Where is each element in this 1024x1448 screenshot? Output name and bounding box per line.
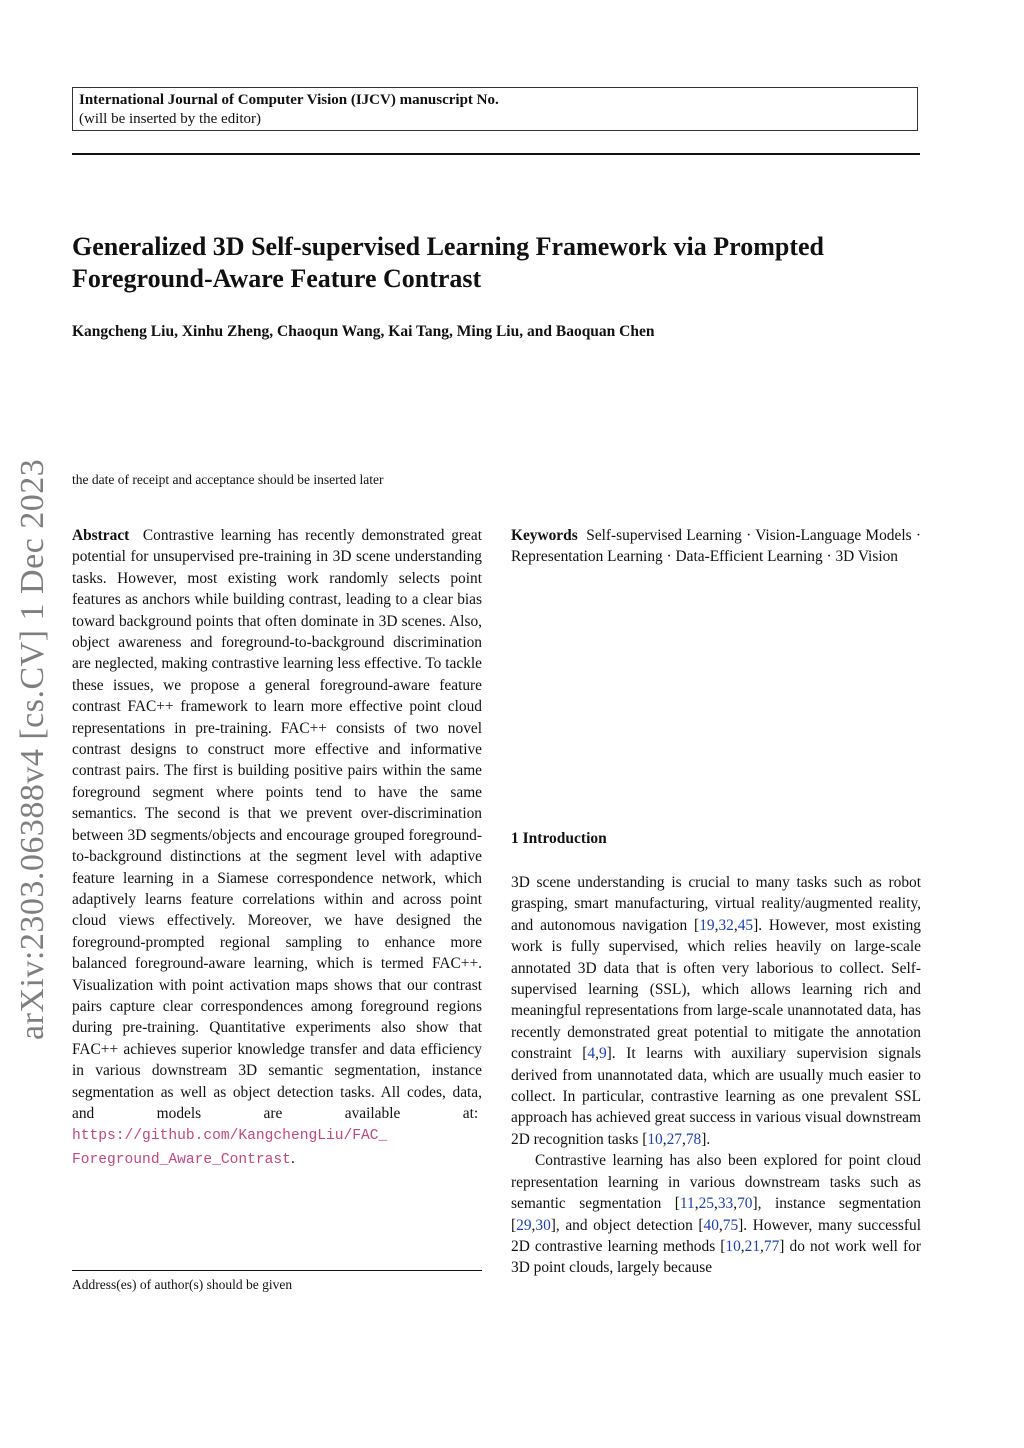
code-link[interactable] — [72, 1128, 387, 1167]
author-address-footnote: Address(es) of author(s) should be given — [72, 1277, 293, 1292]
citation-link[interactable]: 45 — [737, 916, 754, 934]
citation-link[interactable]: 78 — [685, 1130, 702, 1148]
code-link-line-2[interactable]: Foreground_Aware_Contrast — [72, 1151, 291, 1168]
citation-link[interactable]: 75 — [722, 1216, 739, 1234]
keywords-label: Keywords — [511, 527, 578, 544]
abstract-end: . — [290, 1149, 295, 1167]
citation-link[interactable]: 70 — [737, 1195, 753, 1213]
citation-link[interactable]: 19 — [699, 916, 715, 934]
keywords-section — [511, 525, 921, 568]
citation-link[interactable]: 4 — [587, 1045, 596, 1063]
abstract-label: Abstract — [72, 527, 130, 544]
section-heading-introduction: 1 Introduction — [511, 830, 607, 847]
journal-header-box — [72, 87, 918, 131]
intro-p2-text-2: ], instance segmentation [ — [511, 1195, 921, 1234]
header-rule — [72, 153, 920, 155]
citation-link[interactable]: 11 — [679, 1195, 695, 1213]
code-link-line-1[interactable]: https://github.com/KangchengLiu/FAC_ — [72, 1128, 388, 1145]
title-line-2: Foreground-Aware Feature Contrast — [72, 264, 482, 293]
introduction-body — [511, 872, 921, 1279]
citation-link[interactable]: 30 — [535, 1216, 551, 1234]
receipt-note: the date of receipt and acceptance should be inserted later — [72, 472, 384, 487]
intro-p2-text-3: ], and object detection [ — [550, 1216, 704, 1234]
intro-p1-text-4: ]. — [701, 1130, 711, 1148]
intro-paragraph-1: 3D scene understanding is crucial to many tasks such as robot grasping, smart manufacturing, virtual reality/augmented reality, and autonomous navigation [19,32,45]. However, most existing work is fully supervised, which relies heavily on large-scale annotated 3D data that is often very laborious to collect. Self-supervised learning (SSL), which allows learning rich and meaningful representations from large-scale unannotated data, has recently demonstrated great potential to mitigate the annotation constraint [4,9]. It learns with auxiliary supervision signals derived from unannotated data, which are usually much easier to collect. In particular, contrastive learning as one prevalent SSL approach has achieved great success in various visual downstream 2D recognition tasks [10,27,78]. — [511, 874, 921, 1148]
intro-p2-text-5: ] do not work well for 3D point clouds, largely because — [511, 1237, 921, 1277]
editor-note: (will be inserted by the editor) — [79, 111, 262, 127]
journal-name: International Journal of Computer Vision (IJCV) manuscript No. — [79, 92, 499, 108]
citation-link[interactable]: 27 — [666, 1130, 682, 1148]
title-line-1: Generalized 3D Self-supervised Learning Framework via Prompted — [72, 232, 824, 261]
intro-p1-text-3: ]. It learns with auxiliary supervision signals derived from unannotated data, which are usually much easier to collect. In particular, contrastive learning as one prevalent SSL approach has achieved great success in various visual downstream 2D recognition tasks [ — [511, 1045, 921, 1148]
abstract-body: Contrastive learning has recently demonstrated great potential for unsupervised pre-training in 3D scene understanding tasks. However, most existing work randomly selects point features as anchors while building contrast, leading to a clear bias toward background points that often dominate in 3D scenes. Also, object awareness and foreground-to-background discrimination are neglected, making contrastive learning less effective. To tackle these issues, we propose a general foreground-aware feature contrast FAC++ framework to learn more effective point cloud representations in pre-training. FAC++ consists of two novel contrast designs to construct more effective and informative contrast pairs. The first is building positive pairs within the same foreground segment where points tend to have the same semantics. The second is that we prevent over-discrimination between 3D segments/objects and encourage grouped foreground-to-background distinctions at the segment level with adaptive feature learning in a Siamese correspondence network, which adaptively learns feature correlations within and across point cloud views effectively. Moreover, we have designed the foreground-prompted regional sampling to enhance more balanced foreground-aware learning, which is termed FAC++. Visualization with point activation maps shows that our contrast pairs capture clear correspondences among foreground regions during pre-training. Quantitative experiments also show that FAC++ achieves superior knowledge transfer and data efficiency in various downstream 3D semantic segmentation, instance segmentation as well as object detection tasks. All codes, data, and models are available at: — [72, 527, 482, 1122]
citation-link[interactable]: 40 — [703, 1216, 719, 1234]
intro-p1-text-2: ]. However, most existing work is fully supervised, which relies heavily on large-scale annotated 3D data that is often very laborious to collect. Self-supervised learning (SSL), which allows learning rich and meaningful representations from large-scale unannotated data, has recently demonstrated great potential to mitigate the annotation constraint [ — [511, 916, 921, 1063]
intro-p1-text-1: 3D scene understanding is crucial to many tasks such as robot grasping, smart manufacturing, virtual reality/augmented reality, and autonomous navigation [ — [511, 874, 921, 934]
citation-link[interactable]: 9 — [598, 1045, 607, 1063]
citation-link[interactable]: 33 — [717, 1195, 734, 1213]
keywords-body: Self-supervised Learning · Vision-Language Models · Representation Learning · Data-Efficient Learning · 3D Vision — [511, 527, 921, 566]
citation-link[interactable]: 10 — [725, 1237, 741, 1255]
citation-link[interactable]: 29 — [516, 1216, 532, 1234]
intro-paragraph-2: Contrastive learning has also been explored for point cloud representation learning in various downstream tasks such as semantic segmentation [11,25,33,70], instance segmentation [29,30], and object detection [40,75]. However, many successful 2D contrastive learning methods [10,21,77] do not work well for 3D point clouds, largely because — [511, 1152, 921, 1277]
citation-link[interactable]: 32 — [718, 916, 734, 934]
intro-p2-text-1: Contrastive learning has also been explored for point cloud representation learning in various downstream tasks such as semantic segmentation [ — [511, 1152, 921, 1213]
footnote-rule — [72, 1270, 482, 1271]
citation-link[interactable]: 21 — [744, 1237, 761, 1255]
arxiv-side-stamp: arXiv:2303.06388v4 [cs.CV] 1 Dec 2023 — [14, 458, 51, 1040]
citation-link[interactable]: 77 — [763, 1237, 780, 1255]
abstract-section — [72, 525, 482, 1171]
citation-link[interactable]: 10 — [647, 1130, 663, 1148]
intro-p2-text-4: ]. However, many successful 2D contrastive learning methods [ — [511, 1216, 921, 1255]
citation-link[interactable]: 25 — [698, 1195, 714, 1213]
paper-title — [72, 231, 932, 295]
author-list: Kangcheng Liu, Xinhu Zheng, Chaoqun Wang, Kai Tang, Ming Liu, and Baoquan Chen — [72, 323, 655, 340]
